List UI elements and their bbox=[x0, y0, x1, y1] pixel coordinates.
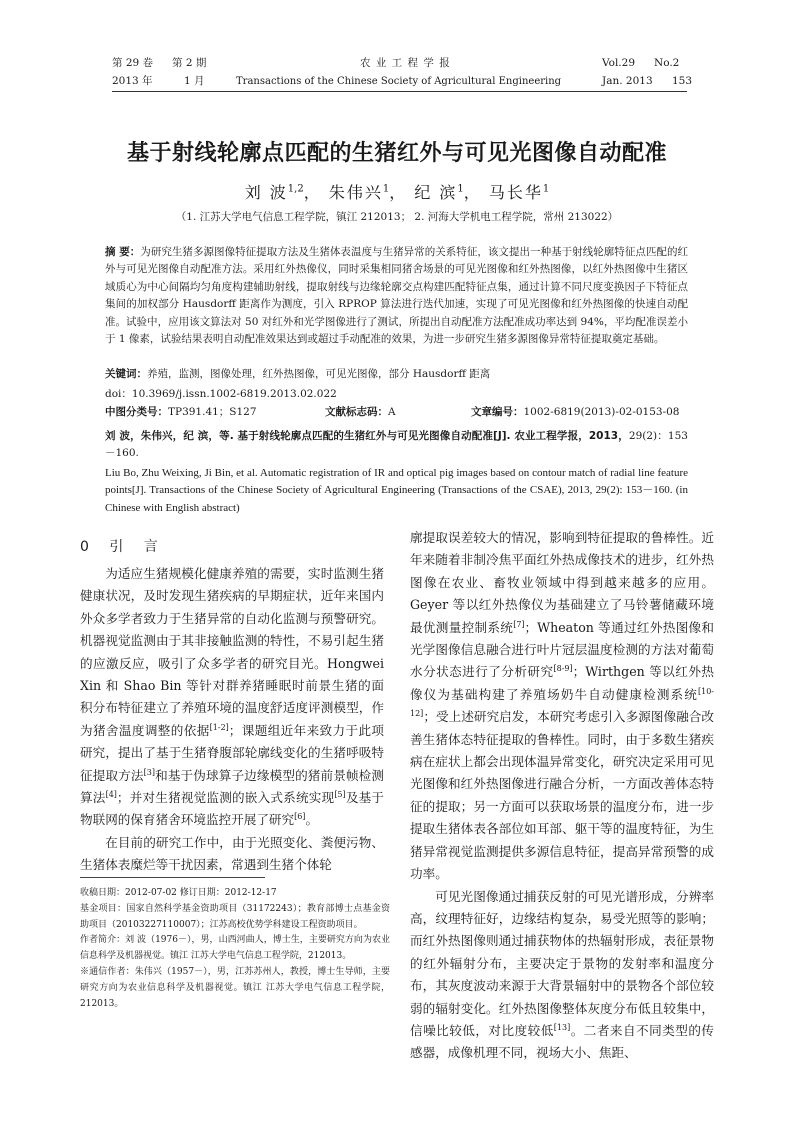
classification-line bbox=[105, 404, 257, 419]
abstract bbox=[105, 244, 688, 348]
header-volume: 第 29 卷 bbox=[112, 57, 154, 69]
abstract-label: 摘 要： bbox=[105, 246, 141, 258]
paragraph-text: ；Wirthgen 等以红外热像仪为基础构建了养殖场奶牛自动健康检测系统 bbox=[410, 664, 714, 702]
clc-value: TP391.41；S127 bbox=[168, 406, 257, 418]
paragraph-text: ；受上述研究启发，本研究考虑引入多源图像融合改善生猪体态特征提取的鲁棒性。同时，由于多数生猪疾病在症状上都会出现体温异常变化，研究决定采用可见光图像和红外热图像进行融合分析，一方面改善体态特征的提取；另一方面可以获取场景的温度分布，进一步提取生猪体表各部位如耳部、躯干等的温度特征，为生猪异常视觉监测提供多源信息特征，提高异常预警的成功率。 bbox=[410, 709, 714, 882]
paragraph-text: ；课题组近年来致力于此项研究，提出了基于生猪脊腹部轮廓线变化的生猪呼吸特征提取方法 bbox=[80, 722, 385, 783]
citation-ref: [1-2] bbox=[209, 722, 229, 732]
paragraph-text: 。二者来自不同类型的传感器，成像机理不同，视场大小、焦距、 bbox=[410, 1022, 715, 1061]
citation-ref: [10-12] bbox=[410, 686, 714, 719]
citation-cn-title: 基于射线轮廓点匹配的生猪红外与可见光图像自动配准[J]. bbox=[237, 430, 515, 442]
paragraph-text: 可见光图像通过捕获反射的可见光谱形成，分辨率高，纹理特征好，边缘结构复杂，易受光照等的影响；而红外热图像则通过捕获物体的热辐射形成，表征景物的红外辐射分布，主要决定于景物的发射率和温度分布，其灰度波动来源于大背景辐射中的景物各个部位较弱的辐射变化。红外热图像整体灰度分布低且较集中，信噪比较低，对比度较低 bbox=[410, 888, 714, 1038]
citation-cn-authors: 刘 波，朱伟兴，纪 滨，等. bbox=[105, 430, 238, 442]
citation-ref: [13] bbox=[553, 1022, 571, 1032]
header-issue: 第 2 期 bbox=[172, 57, 207, 69]
citation-cn-year: 2013， bbox=[588, 430, 629, 442]
header-journal-cn: 农 业 工 程 学 报 bbox=[360, 57, 451, 69]
author-name: 刘 波 bbox=[244, 183, 288, 202]
keywords bbox=[105, 366, 688, 383]
affiliations: （1. 江苏大学电气信息工程学院，镇江 212013； 2. 河海大学机电工程学院，常州 213022） bbox=[175, 211, 619, 223]
header-journal-en: Transactions of the Chinese Society of Agricultural Engineering bbox=[236, 76, 562, 87]
paragraph-text: 。 bbox=[305, 812, 319, 828]
author-separator: ， bbox=[389, 183, 408, 202]
abstract-text: 为研究生猪多源图像特征提取方法及生猪体表温度与生猪异常的关系特征，该文提出一种基于射线轮廓特征点匹配的红外与可见光图像自动配准方法。采用红外热像仪，同时采集相同猪舍场景的可见光图像和红外热图像，以红外热图像中生猪区域质心为中心间隔均匀角度构建辅助射线，提取射线与边缘轮廓交点构建匹配特征点集，通过计算不同尺度变换因子下特征点集间的加权部分 Hausdorff 距离作为测度，引入 RPROP 算法进行迭代加速，实现了可见光图像和红外热图像的快速自动配准。试验中，应用该文算法对 50 对红外和光学图像进行了测试，所提出自动配准方法配准成功率达到 94%，平均配准误差小于 1 像素，试验结果表明自动配准效果达到或超过手动配准的效果，为进一步研究生猪多源图像异常特征提取奠定基础。 bbox=[105, 246, 689, 346]
author-name: 朱伟兴 bbox=[328, 183, 383, 202]
citation-ref: [5] bbox=[334, 789, 346, 799]
paragraph-text: 为适应生猪规模化健康养殖的需要，实时监测生猪健康状况，及时发现生猪疾病的早期症状，近年来国内外众多学者致力于生猪异常的自动化监测与预警研究。机器视觉监测由于其非接触监测的特性，不易引起生猪的应激反应，吸引了众多学者的研究目光。Hongwei Xin 和 Shao Bin 等针对群养猪睡眠时前景生猪的面积分布特征建立了养殖环境的温度舒适度评测模型，作为猪舍温度调整的依据 bbox=[80, 566, 384, 738]
article-number-label: 文章编号： bbox=[471, 406, 524, 418]
citation-ref: [7] bbox=[513, 619, 525, 629]
citation-ref: [4] bbox=[105, 789, 117, 799]
header-no-en: No.2 bbox=[654, 57, 680, 69]
author-affil-mark: 1 bbox=[382, 183, 390, 195]
footnote-rule bbox=[80, 877, 265, 878]
footnote-received: 收稿日期：2012-07-02 修订日期：2012-12-17 bbox=[80, 888, 277, 898]
doc-code-label: 文献标志码： bbox=[325, 406, 388, 418]
author-name: 马长华 bbox=[488, 183, 543, 202]
paragraph bbox=[410, 527, 714, 886]
article-number-value: 1002-6819(2013)-02-0153-08 bbox=[523, 406, 680, 418]
citation-ref: [6] bbox=[294, 812, 306, 822]
doi-line: doi：10.3969/j.issn.1002-6819.2013.02.022 bbox=[105, 388, 337, 400]
citation-cn-journal: 农业工程学报， bbox=[514, 430, 589, 442]
paragraph bbox=[80, 563, 384, 832]
footnote-author-bio: 作者简介：刘 波（1976－），男，山西河曲人，博士生，主要研究方向为农业信息科学及机器视觉。镇江 江苏大学电气信息工程学院，212013。 bbox=[80, 935, 390, 962]
header-page-number: 153 bbox=[672, 75, 693, 87]
citation-cn-rest: 29(2)：153－160. bbox=[105, 430, 688, 460]
paragraph bbox=[410, 886, 714, 1065]
citation-ref: [3] bbox=[143, 767, 155, 777]
footnotes bbox=[80, 886, 390, 1012]
citation-en: Liu Bo, Zhu Weixing, Ji Bin, et al. Automatic registration of IR and optical pig images based on contour match of radial line feature points[J]. Transactions of the Chinese Society of Agricultural Engineering (Transactions of the CSAE), 2013, 29(2): 153－160. (in Chinese with English abstract) bbox=[105, 467, 688, 514]
paragraph-text: 及基于物联网的保育猪舍环境监控开展了研究 bbox=[80, 790, 385, 828]
keywords-text: 养殖，监测，图像处理，红外热图像，可见光图像，部分 Hausdorff 距离 bbox=[147, 368, 491, 380]
clc-label: 中图分类号： bbox=[105, 406, 168, 418]
paragraph-text: 和基于伪球算子边缘模型的猪前景帧检测算法 bbox=[80, 767, 385, 806]
author-affil-mark: 1 bbox=[542, 183, 550, 195]
left-column bbox=[80, 563, 384, 877]
paragraph-text: ；并对生猪视觉监测的嵌入式系统实现 bbox=[116, 790, 335, 806]
article-number bbox=[471, 404, 680, 419]
right-column bbox=[410, 527, 714, 1065]
author-separator: ， bbox=[463, 183, 482, 202]
keywords-label: 关键词： bbox=[105, 368, 147, 380]
section-heading: 0 引 言 bbox=[80, 539, 166, 555]
doc-code bbox=[325, 404, 396, 419]
doc-code-value: A bbox=[388, 406, 396, 418]
paragraph bbox=[80, 832, 384, 877]
citation-ref: [8-9] bbox=[553, 664, 573, 674]
article-title: 基于射线轮廓点匹配的生猪红外与可见光图像自动配准 bbox=[126, 141, 667, 166]
header-date-en: Jan. 2013 bbox=[602, 75, 653, 87]
header-rule bbox=[112, 91, 687, 92]
citation-cn bbox=[105, 428, 688, 463]
author-affil-mark: 1,2 bbox=[287, 183, 304, 195]
author-list bbox=[60, 180, 734, 203]
footnote-fund: 基金项目：国家自然科学基金资助项目（31172243）；教育部博士点基金资助项目（20103227110007）；江苏高校优势学科建设工程资助项目。 bbox=[80, 903, 390, 930]
header-volume-en: Vol.29 bbox=[602, 57, 635, 69]
header-year: 2013 年 bbox=[112, 75, 153, 87]
footnote-corresponding: ※通信作者：朱伟兴（1957－），男，江苏苏州人，教授，博士生导师，主要研究方向为农业信息科学及机器视觉。镇江 江苏大学电气信息工程学院，212013。 bbox=[80, 966, 390, 1009]
paragraph-text: 在目前的研究工作中，由于光照变化、粪便污物、生猪体表糜烂等干扰因素，常遇到生猪个体轮 bbox=[80, 834, 384, 873]
header-month: 1 月 bbox=[184, 75, 205, 87]
paragraph-text: 廓提取误差较大的情况，影响到特征提取的鲁棒性。近年来随着非制冷焦平面红外热成像技术的进步，红外热图像在农业、畜牧业领域中得到越来越多的应用。Geyer 等以红外热像仪为基础建立了马铃薯储藏环境最优测量控制系统 bbox=[410, 530, 714, 635]
author-affil-mark: 1 bbox=[457, 183, 464, 195]
paragraph-text: ；Wheaton 等通过红外热图像和光学图像信息融合进行叶片冠层温度检测的方法对葡萄水分状态进行了分析研究 bbox=[410, 619, 715, 680]
author-name: 纪 滨 bbox=[414, 183, 458, 202]
author-separator: ， bbox=[303, 183, 322, 202]
